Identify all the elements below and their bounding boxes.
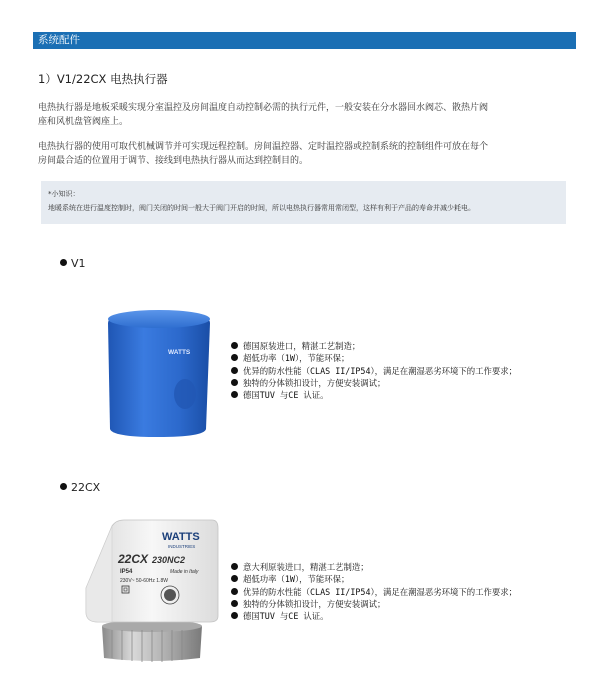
list-item: 超低功率（1W），节能环保；	[231, 352, 517, 364]
svg-text:IP54: IP54	[120, 569, 133, 575]
intro-paragraph-2-line-1: 电热执行器的使用可取代机械调节并可实现远程控制。房间温控器、定时温控器或控制系统的控制组件可放在每个	[38, 142, 489, 152]
list-item: 独特的分体锁扣设计，方便安装调试；	[231, 598, 517, 610]
bullet-icon	[231, 612, 238, 619]
v1-actuator-image	[100, 303, 215, 443]
intro-paragraph-1-line-1: 电热执行器是地板采暖实现分室温控及房间温度自动控制必需的执行元件，一般安装在分水器回水阀芯、散热片阀	[38, 103, 489, 113]
22cx-feature-list	[231, 561, 517, 622]
list-item: 德国原装进口，精湛工艺制造；	[231, 340, 517, 352]
bullet-icon	[60, 259, 67, 266]
tip-text: 地暖系统在进行温度控制时，阀门关闭的时间一般大于阀门开启的时间，所以电热执行器常用常闭型，这样有利于产品的寿命并减少耗电。	[48, 204, 475, 212]
intro-paragraph-2	[38, 140, 573, 168]
bullet-icon	[231, 391, 238, 398]
svg-text:22CX: 22CX	[118, 552, 149, 566]
list-item: 德国TUV 与CE 认证。	[231, 389, 517, 401]
v1-feature-list	[231, 340, 517, 401]
intro-paragraph-1	[38, 101, 573, 129]
tip-title: *小知识：	[48, 190, 80, 198]
svg-text:WATTS: WATTS	[162, 531, 200, 543]
bullet-icon	[231, 600, 238, 607]
22cx-name: 22CX	[71, 481, 101, 494]
tip-box	[41, 181, 566, 224]
bullet-icon	[231, 354, 238, 361]
list-item: 德国TUV 与CE 认证。	[231, 610, 517, 622]
22cx-heading	[60, 481, 100, 494]
bullet-icon	[231, 588, 238, 595]
svg-text:INDUSTRIES: INDUSTRIES	[168, 544, 196, 549]
svg-text:230V~ 50-60Hz 1.8W: 230V~ 50-60Hz 1.8W	[120, 578, 168, 584]
section-title: 1）V1/22CX 电热执行器	[38, 72, 168, 86]
svg-text:Made in Italy: Made in Italy	[170, 569, 199, 575]
list-item: 超低功率（1W），节能环保；	[231, 573, 517, 585]
bullet-icon	[60, 483, 67, 490]
intro-paragraph-1-line-2: 座和风机盘管阀座上。	[38, 117, 129, 127]
v1-heading	[60, 257, 86, 270]
v1-name: V1	[71, 257, 86, 270]
section-header-bar	[33, 32, 576, 49]
bullet-icon	[231, 367, 238, 374]
bullet-icon	[231, 563, 238, 570]
v1-brand-text: WATTS	[168, 349, 191, 356]
list-item: 优异的防水性能（CLAS II/IP54），满足在潮湿恶劣环境下的工作要求；	[231, 365, 517, 377]
svg-text:230NC2: 230NC2	[152, 555, 186, 565]
intro-paragraph-2-line-2: 房间最合适的位置用于调节、接线到电热执行器从而达到控制目的。	[38, 156, 309, 166]
section-header-title: 系统配件	[38, 34, 80, 46]
list-item: 优异的防水性能（CLAS II/IP54），满足在潮湿恶劣环境下的工作要求；	[231, 586, 517, 598]
22cx-actuator-image	[82, 518, 220, 666]
bullet-icon	[231, 342, 238, 349]
list-item: 意大利原装进口，精湛工艺制造；	[231, 561, 517, 573]
list-item: 独特的分体锁扣设计，方便安装调试；	[231, 377, 517, 389]
bullet-icon	[231, 379, 238, 386]
bullet-icon	[231, 575, 238, 582]
